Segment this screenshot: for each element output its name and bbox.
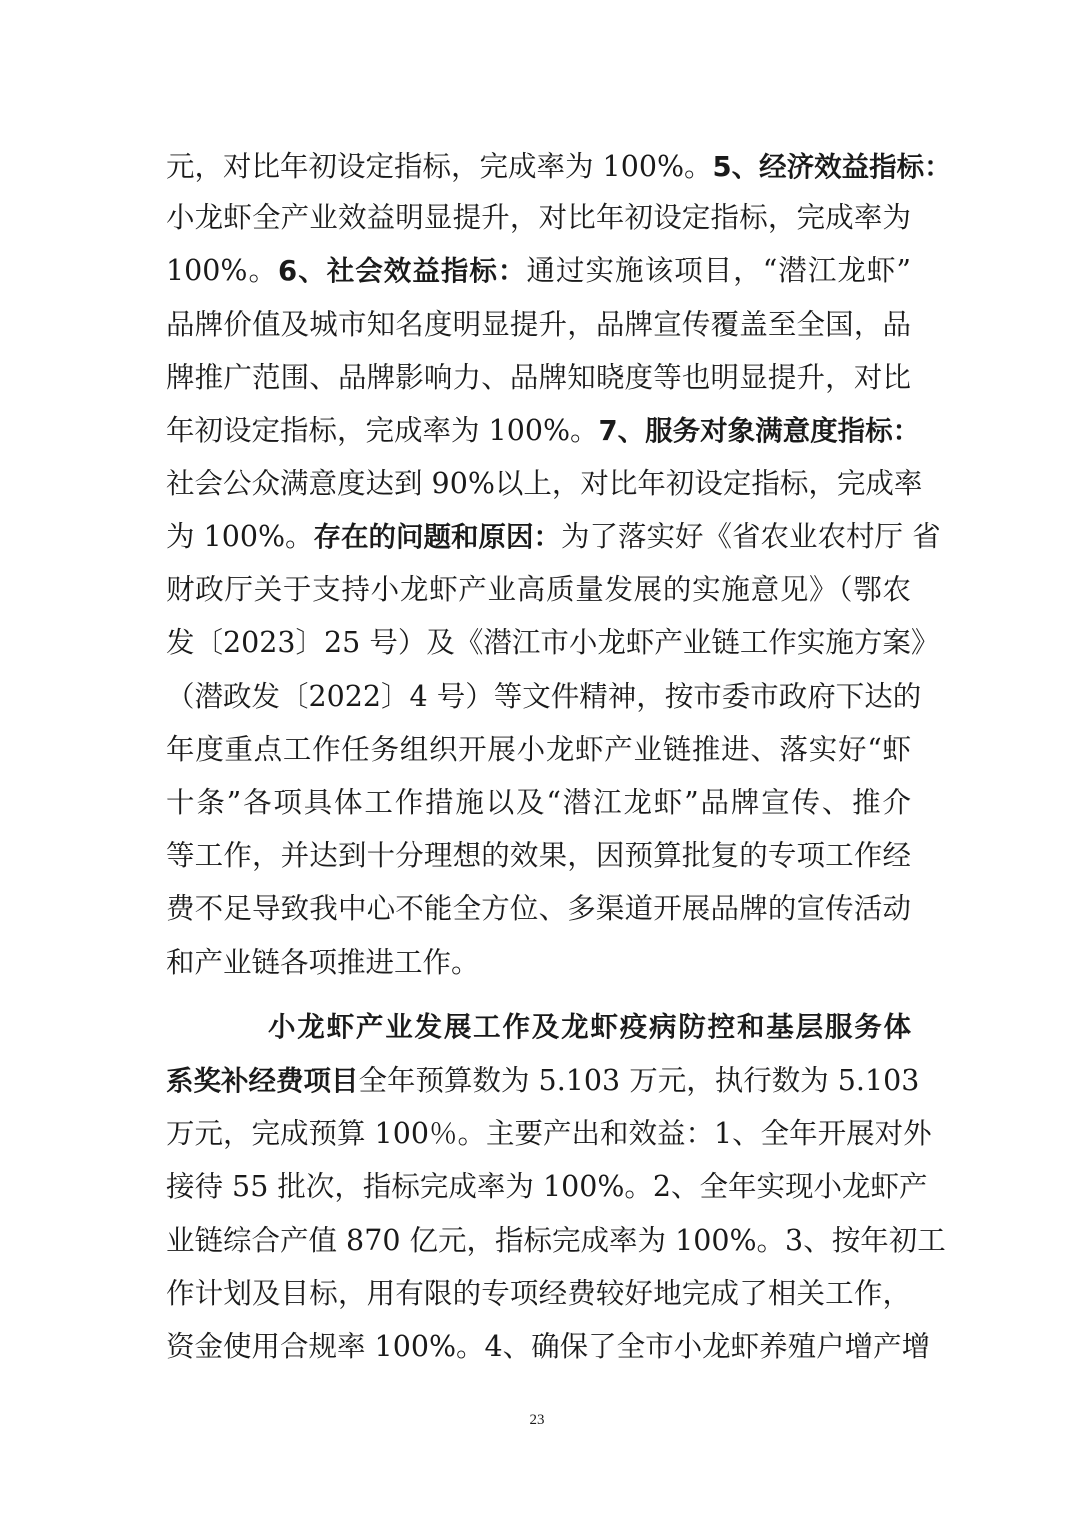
body-text: 业链综合产值 870 亿元，指标完成率为 100%。3、按年初工 bbox=[166, 1224, 946, 1257]
body-text: 年初设定指标，完成率为 100%。 bbox=[166, 414, 599, 447]
body-text: 小龙虾全产业效益明显提升，对比年初设定指标，完成率为 bbox=[166, 201, 911, 234]
page-number: 23 bbox=[529, 1412, 545, 1428]
text-line bbox=[166, 514, 941, 560]
body-text: 等工作，并达到十分理想的效果，因预算批复的专项工作经 bbox=[166, 839, 911, 872]
body-text: 十条”各项具体工作措施以及“潜江龙虾”品牌宣传、推介 bbox=[166, 786, 911, 819]
text-line bbox=[268, 1004, 911, 1050]
bold-heading-text: 存在的问题和原因： bbox=[313, 521, 562, 553]
text-line bbox=[166, 248, 911, 294]
text-line bbox=[166, 1271, 911, 1317]
text-line bbox=[166, 408, 921, 454]
text-line bbox=[166, 1218, 946, 1264]
body-text: 万元，完成预算 100％。主要产出和效益：1、全年开展对外 bbox=[166, 1117, 932, 1150]
text-line bbox=[166, 355, 911, 401]
body-text: 和产业链各项推进工作。 bbox=[166, 946, 480, 979]
body-text: 元，对比年初设定指标，完成率为 100%。 bbox=[166, 150, 713, 183]
body-text: 作计划及目标，用有限的专项经费较好地完成了相关工作， bbox=[166, 1277, 911, 1310]
bold-heading-text: 系奖补经费项目 bbox=[166, 1065, 359, 1097]
body-text: （潜政发〔2022〕4 号）等文件精神，按市委市政府下达的 bbox=[166, 680, 922, 713]
bold-heading-text: 小龙虾产业发展工作及龙虾疫病防控和基层服务体 bbox=[268, 1011, 911, 1043]
body-text: 牌推广范围、品牌影响力、品牌知晓度等也明显提升，对比 bbox=[166, 361, 911, 394]
text-line bbox=[166, 674, 922, 720]
body-text: 资金使用合规率 100%。4、确保了全市小龙虾养殖户增产增 bbox=[166, 1330, 931, 1363]
text-line bbox=[166, 567, 911, 613]
text-line bbox=[166, 833, 911, 879]
bold-heading-text: 6、社会效益指标： bbox=[278, 255, 527, 287]
text-line bbox=[166, 1324, 931, 1370]
bold-heading-text: 5、经济效益指标： bbox=[712, 151, 952, 183]
body-text: 100%。 bbox=[166, 254, 279, 287]
text-line bbox=[166, 461, 923, 507]
text-line bbox=[166, 620, 940, 666]
body-text: 财政厅关于支持小龙虾产业高质量发展的实施意见》（鄂农 bbox=[166, 573, 911, 606]
text-line bbox=[166, 195, 911, 241]
body-text: 通过实施该项目，“潜江龙虾” bbox=[526, 254, 911, 287]
body-text: 社会公众满意度达到 90%以上，对比年初设定指标，完成率 bbox=[166, 467, 923, 500]
body-text: 费不足导致我中心不能全方位、多渠道开展品牌的宣传活动 bbox=[166, 892, 911, 925]
text-line bbox=[166, 727, 911, 773]
bold-heading-text: 7、服务对象满意度指标： bbox=[598, 415, 921, 447]
body-text: 年度重点工作任务组织开展小龙虾产业链推进、落实好“虾 bbox=[166, 733, 911, 766]
body-text: 品牌价值及城市知名度明显提升，品牌宣传覆盖至全国，品 bbox=[166, 308, 911, 341]
text-line bbox=[166, 940, 911, 986]
body-text: 为 100%。 bbox=[166, 520, 314, 553]
body-text: 接待 55 批次，指标完成率为 100%。2、全年实现小龙虾产 bbox=[166, 1170, 928, 1203]
body-text: 发〔2023〕25 号）及《潜江市小龙虾产业链工作实施方案》 bbox=[166, 626, 940, 659]
text-line bbox=[166, 1058, 920, 1104]
body-text: 全年预算数为 5.103 万元，执行数为 5.103 bbox=[358, 1064, 920, 1097]
text-line bbox=[166, 1164, 928, 1210]
body-text: 为了落实好《省农业农村厅 省 bbox=[561, 520, 941, 553]
text-line bbox=[166, 886, 911, 932]
text-line bbox=[166, 780, 911, 826]
text-line bbox=[166, 1111, 932, 1157]
text-line bbox=[166, 302, 911, 348]
text-line bbox=[166, 144, 952, 190]
